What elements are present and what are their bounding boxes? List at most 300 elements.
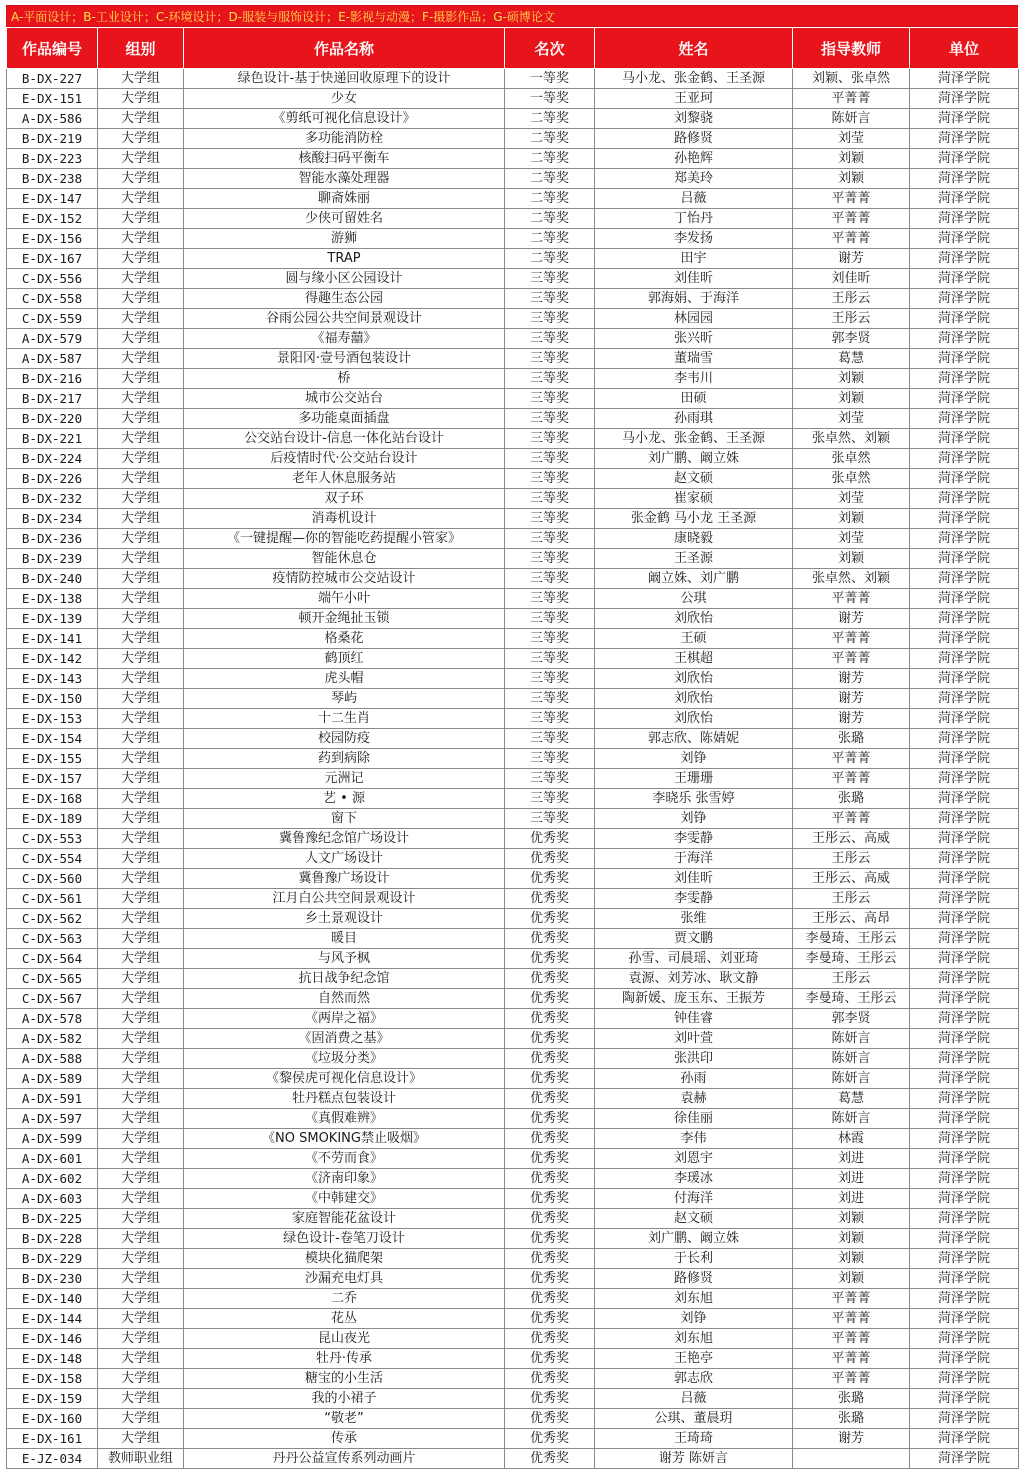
cell-rank: 一等奖 (505, 89, 595, 109)
header-group: 组别 (98, 28, 184, 69)
cell-group: 大学组 (98, 1029, 184, 1049)
table-row (7, 1109, 1019, 1129)
cell-teacher: 陈妍言 (793, 1029, 910, 1049)
cell-author: 刘铮 (595, 1309, 793, 1329)
cell-work-name: 得趣生态公园 (184, 289, 505, 309)
cell-work-name: 牡丹糕点包装设计 (184, 1089, 505, 1109)
table-row (7, 489, 1019, 509)
cell-unit: 菏泽学院 (910, 229, 1019, 249)
cell-rank: 优秀奖 (505, 1309, 595, 1329)
cell-teacher: 平菁菁 (793, 229, 910, 249)
cell-group: 大学组 (98, 1349, 184, 1369)
cell-author: 郭海娟、于海洋 (595, 289, 793, 309)
cell-work-id: E-DX-140 (7, 1289, 98, 1309)
cell-work-name: 元洲记 (184, 769, 505, 789)
table-row (7, 949, 1019, 969)
cell-unit: 菏泽学院 (910, 149, 1019, 169)
cell-author: 林园园 (595, 309, 793, 329)
cell-author: 董瑞雪 (595, 349, 793, 369)
cell-work-id: C-DX-554 (7, 849, 98, 869)
cell-unit: 菏泽学院 (910, 329, 1019, 349)
table-row (7, 1049, 1019, 1069)
cell-unit: 菏泽学院 (910, 509, 1019, 529)
cell-teacher: 谢芳 (793, 249, 910, 269)
cell-work-name: 丹丹公益宣传系列动画片 (184, 1449, 505, 1469)
cell-rank: 三等奖 (505, 489, 595, 509)
cell-unit: 菏泽学院 (910, 729, 1019, 749)
cell-unit: 菏泽学院 (910, 909, 1019, 929)
cell-group: 大学组 (98, 689, 184, 709)
cell-unit: 菏泽学院 (910, 809, 1019, 829)
cell-work-id: E-DX-146 (7, 1329, 98, 1349)
cell-work-id: C-DX-556 (7, 269, 98, 289)
cell-teacher: 王彤云 (793, 309, 910, 329)
cell-work-id: A-DX-579 (7, 329, 98, 349)
cell-group: 大学组 (98, 1009, 184, 1029)
cell-work-id: C-DX-560 (7, 869, 98, 889)
table-row (7, 809, 1019, 829)
cell-work-name: 乡土景观设计 (184, 909, 505, 929)
cell-teacher: 郭李贤 (793, 1009, 910, 1029)
cell-rank: 优秀奖 (505, 929, 595, 949)
cell-rank: 三等奖 (505, 769, 595, 789)
cell-unit: 菏泽学院 (910, 889, 1019, 909)
cell-unit: 菏泽学院 (910, 69, 1019, 89)
table-row (7, 829, 1019, 849)
cell-group: 大学组 (98, 709, 184, 729)
cell-work-name: 冀鲁豫广场设计 (184, 869, 505, 889)
cell-teacher: 王彤云、高威 (793, 829, 910, 849)
cell-teacher: 李曼琦、王彤云 (793, 989, 910, 1009)
table-row (7, 209, 1019, 229)
cell-work-id: B-DX-230 (7, 1269, 98, 1289)
cell-rank: 三等奖 (505, 349, 595, 369)
cell-work-name: 核酸扫码平衡车 (184, 149, 505, 169)
cell-teacher: 王彤云 (793, 969, 910, 989)
cell-work-id: B-DX-239 (7, 549, 98, 569)
table-row (7, 69, 1019, 89)
cell-group: 大学组 (98, 1289, 184, 1309)
cell-rank: 三等奖 (505, 449, 595, 469)
table-row (7, 369, 1019, 389)
cell-author: 孙雨琪 (595, 409, 793, 429)
table-row (7, 1069, 1019, 1089)
cell-work-id: E-DX-150 (7, 689, 98, 709)
cell-work-id: B-DX-220 (7, 409, 98, 429)
cell-unit: 菏泽学院 (910, 529, 1019, 549)
cell-work-name: TRAP (184, 249, 505, 269)
cell-author: 李雯静 (595, 889, 793, 909)
cell-unit: 菏泽学院 (910, 1309, 1019, 1329)
cell-teacher: 平菁菁 (793, 89, 910, 109)
cell-author: 张洪印 (595, 1049, 793, 1069)
cell-unit: 菏泽学院 (910, 1109, 1019, 1129)
cell-unit: 菏泽学院 (910, 389, 1019, 409)
cell-work-id: A-DX-588 (7, 1049, 98, 1069)
cell-group: 大学组 (98, 849, 184, 869)
cell-work-name: 多功能桌面插盘 (184, 409, 505, 429)
cell-group: 大学组 (98, 869, 184, 889)
cell-unit: 菏泽学院 (910, 1289, 1019, 1309)
cell-rank: 优秀奖 (505, 1249, 595, 1269)
cell-rank: 优秀奖 (505, 1109, 595, 1129)
cell-group: 大学组 (98, 749, 184, 769)
table-row (7, 989, 1019, 1009)
cell-author: 吕薇 (595, 1389, 793, 1409)
cell-author: 李发扬 (595, 229, 793, 249)
cell-work-id: E-DX-151 (7, 89, 98, 109)
cell-teacher: 张卓然、刘颖 (793, 429, 910, 449)
cell-group: 大学组 (98, 1189, 184, 1209)
cell-work-name: 绿色设计-基于快递回收原理下的设计 (184, 69, 505, 89)
cell-rank: 一等奖 (505, 69, 595, 89)
cell-unit: 菏泽学院 (910, 349, 1019, 369)
cell-teacher: 张卓然、刘颖 (793, 569, 910, 589)
cell-group: 大学组 (98, 449, 184, 469)
cell-rank: 优秀奖 (505, 1449, 595, 1469)
cell-author: 刘佳昕 (595, 869, 793, 889)
cell-rank: 优秀奖 (505, 1289, 595, 1309)
cell-teacher: 张卓然 (793, 469, 910, 489)
table-row (7, 349, 1019, 369)
cell-unit: 菏泽学院 (910, 269, 1019, 289)
cell-group: 大学组 (98, 1209, 184, 1229)
cell-teacher: 刘颖、张卓然 (793, 69, 910, 89)
cell-group: 大学组 (98, 609, 184, 629)
cell-work-name: 聊斋姝丽 (184, 189, 505, 209)
cell-teacher: 平菁菁 (793, 589, 910, 609)
cell-group: 大学组 (98, 169, 184, 189)
cell-unit: 菏泽学院 (910, 769, 1019, 789)
cell-rank: 三等奖 (505, 789, 595, 809)
cell-group: 大学组 (98, 1049, 184, 1069)
cell-unit: 菏泽学院 (910, 1009, 1019, 1029)
table-row (7, 1309, 1019, 1329)
table-row (7, 889, 1019, 909)
cell-group: 大学组 (98, 129, 184, 149)
cell-rank: 三等奖 (505, 469, 595, 489)
cell-rank: 优秀奖 (505, 1169, 595, 1189)
cell-group: 大学组 (98, 1129, 184, 1149)
cell-group: 大学组 (98, 1109, 184, 1129)
cell-unit: 菏泽学院 (910, 609, 1019, 629)
cell-work-name: 《剪纸可视化信息设计》 (184, 109, 505, 129)
cell-work-id: E-DX-189 (7, 809, 98, 829)
header-work-name: 作品名称 (184, 28, 505, 69)
cell-group: 大学组 (98, 929, 184, 949)
table-row (7, 609, 1019, 629)
table-row (7, 1369, 1019, 1389)
cell-author: 于海洋 (595, 849, 793, 869)
cell-rank: 三等奖 (505, 689, 595, 709)
cell-rank: 三等奖 (505, 289, 595, 309)
table-row (7, 749, 1019, 769)
cell-unit: 菏泽学院 (910, 429, 1019, 449)
cell-work-id: E-DX-142 (7, 649, 98, 669)
cell-group: 大学组 (98, 889, 184, 909)
cell-work-id: E-DX-147 (7, 189, 98, 209)
cell-rank: 优秀奖 (505, 1209, 595, 1229)
cell-rank: 优秀奖 (505, 1409, 595, 1429)
cell-group: 大学组 (98, 389, 184, 409)
cell-rank: 三等奖 (505, 329, 595, 349)
cell-work-id: E-DX-153 (7, 709, 98, 729)
cell-work-id: E-DX-139 (7, 609, 98, 629)
table-row (7, 1269, 1019, 1289)
cell-work-id: C-DX-561 (7, 889, 98, 909)
cell-rank: 三等奖 (505, 529, 595, 549)
cell-author: 孙雪、司晨瑶、刘亚琦 (595, 949, 793, 969)
cell-work-id: B-DX-227 (7, 69, 98, 89)
cell-group: 大学组 (98, 589, 184, 609)
cell-work-name: 《福寿囍》 (184, 329, 505, 349)
cell-unit: 菏泽学院 (910, 1149, 1019, 1169)
cell-rank: 优秀奖 (505, 969, 595, 989)
table-row (7, 469, 1019, 489)
cell-teacher: 平菁菁 (793, 649, 910, 669)
table-row (7, 1229, 1019, 1249)
cell-teacher: 刘颖 (793, 389, 910, 409)
cell-unit: 菏泽学院 (910, 849, 1019, 869)
cell-author: 张金鹤 马小龙 王圣源 (595, 509, 793, 529)
cell-teacher: 陈妍言 (793, 1069, 910, 1089)
cell-teacher: 陈妍言 (793, 1109, 910, 1129)
cell-group: 大学组 (98, 269, 184, 289)
cell-work-id: C-DX-558 (7, 289, 98, 309)
table-row (7, 429, 1019, 449)
cell-teacher: 张璐 (793, 729, 910, 749)
cell-work-id: E-DX-157 (7, 769, 98, 789)
cell-unit: 菏泽学院 (910, 1409, 1019, 1429)
cell-work-id: E-DX-161 (7, 1429, 98, 1449)
cell-rank: 三等奖 (505, 809, 595, 829)
cell-author: 张维 (595, 909, 793, 929)
table-row (7, 269, 1019, 289)
cell-unit: 菏泽学院 (910, 569, 1019, 589)
cell-teacher: 平菁菁 (793, 809, 910, 829)
cell-work-name: 城市公交站台 (184, 389, 505, 409)
cell-group: 大学组 (98, 969, 184, 989)
table-row (7, 849, 1019, 869)
cell-rank: 优秀奖 (505, 849, 595, 869)
cell-unit: 菏泽学院 (910, 1049, 1019, 1069)
cell-author: 刘东旭 (595, 1329, 793, 1349)
cell-rank: 二等奖 (505, 169, 595, 189)
cell-work-id: E-DX-152 (7, 209, 98, 229)
table-row (7, 529, 1019, 549)
cell-group: 大学组 (98, 1149, 184, 1169)
cell-work-name: 多功能消防栓 (184, 129, 505, 149)
cell-teacher: 刘进 (793, 1189, 910, 1209)
cell-work-name: 十二生肖 (184, 709, 505, 729)
cell-teacher: 刘颖 (793, 149, 910, 169)
cell-work-name: 双子环 (184, 489, 505, 509)
cell-author: 王棋超 (595, 649, 793, 669)
cell-rank: 优秀奖 (505, 889, 595, 909)
header-rank: 名次 (505, 28, 595, 69)
cell-rank: 优秀奖 (505, 1349, 595, 1369)
cell-group: 大学组 (98, 569, 184, 589)
cell-group: 大学组 (98, 349, 184, 369)
cell-group: 大学组 (98, 149, 184, 169)
cell-unit: 菏泽学院 (910, 89, 1019, 109)
cell-work-id: E-DX-141 (7, 629, 98, 649)
table-row (7, 1149, 1019, 1169)
cell-author: 谢芳 陈妍言 (595, 1449, 793, 1469)
table-row (7, 109, 1019, 129)
cell-work-id: A-DX-602 (7, 1169, 98, 1189)
cell-group: 大学组 (98, 529, 184, 549)
cell-teacher: 王彤云、高昂 (793, 909, 910, 929)
cell-group: 大学组 (98, 1429, 184, 1449)
cell-teacher: 刘莹 (793, 409, 910, 429)
cell-teacher: 平菁菁 (793, 209, 910, 229)
cell-work-id: B-DX-232 (7, 489, 98, 509)
cell-work-name: 冀鲁豫纪念馆广场设计 (184, 829, 505, 849)
cell-group: 大学组 (98, 649, 184, 669)
cell-teacher: 张璐 (793, 1389, 910, 1409)
cell-teacher: 张璐 (793, 1409, 910, 1429)
cell-rank: 优秀奖 (505, 909, 595, 929)
cell-unit: 菏泽学院 (910, 1169, 1019, 1189)
cell-author: 李雯静 (595, 829, 793, 849)
cell-unit: 菏泽学院 (910, 249, 1019, 269)
cell-unit: 菏泽学院 (910, 1329, 1019, 1349)
table-row (7, 89, 1019, 109)
cell-work-name: 家庭智能花盆设计 (184, 1209, 505, 1229)
cell-unit: 菏泽学院 (910, 489, 1019, 509)
cell-teacher: 刘莹 (793, 129, 910, 149)
cell-work-name: 江月白公共空间景观设计 (184, 889, 505, 909)
cell-work-name: 格桑花 (184, 629, 505, 649)
cell-work-name: 《固消费之基》 (184, 1029, 505, 1049)
cell-work-name: 《NO SMOKING禁止吸烟》 (184, 1129, 505, 1149)
table-row (7, 1209, 1019, 1229)
cell-teacher: 刘莹 (793, 489, 910, 509)
cell-group: 大学组 (98, 549, 184, 569)
cell-unit: 菏泽学院 (910, 709, 1019, 729)
cell-unit: 菏泽学院 (910, 1129, 1019, 1149)
cell-rank: 二等奖 (505, 209, 595, 229)
cell-teacher: 平菁菁 (793, 1349, 910, 1369)
cell-work-id: A-DX-582 (7, 1029, 98, 1049)
cell-teacher: 刘颖 (793, 169, 910, 189)
cell-author: 贾文鹏 (595, 929, 793, 949)
cell-unit: 菏泽学院 (910, 369, 1019, 389)
cell-work-name: 沙漏充电灯具 (184, 1269, 505, 1289)
cell-rank: 二等奖 (505, 129, 595, 149)
cell-unit: 菏泽学院 (910, 209, 1019, 229)
table-row (7, 149, 1019, 169)
table-row (7, 449, 1019, 469)
cell-group: 大学组 (98, 669, 184, 689)
cell-teacher: 平菁菁 (793, 769, 910, 789)
cell-teacher: 谢芳 (793, 689, 910, 709)
cell-unit: 菏泽学院 (910, 949, 1019, 969)
cell-work-id: B-DX-216 (7, 369, 98, 389)
cell-group: 大学组 (98, 1369, 184, 1389)
cell-unit: 菏泽学院 (910, 1369, 1019, 1389)
cell-work-name: 琴屿 (184, 689, 505, 709)
cell-group: 大学组 (98, 469, 184, 489)
cell-group: 大学组 (98, 989, 184, 1009)
cell-rank: 优秀奖 (505, 949, 595, 969)
table-row (7, 869, 1019, 889)
cell-group: 大学组 (98, 1309, 184, 1329)
cell-author: 刘欣怡 (595, 669, 793, 689)
table-row (7, 309, 1019, 329)
cell-author: 郭志欣、陈婧妮 (595, 729, 793, 749)
cell-work-id: B-DX-238 (7, 169, 98, 189)
cell-rank: 三等奖 (505, 409, 595, 429)
cell-author: 丁怡丹 (595, 209, 793, 229)
cell-work-id: A-DX-578 (7, 1009, 98, 1029)
cell-work-name: 传承 (184, 1429, 505, 1449)
cell-work-id: E-DX-156 (7, 229, 98, 249)
cell-author: 马小龙、张金鹤、王圣源 (595, 429, 793, 449)
cell-group: 大学组 (98, 909, 184, 929)
cell-work-name: 《两岸之福》 (184, 1009, 505, 1029)
cell-group: 大学组 (98, 1269, 184, 1289)
cell-work-id: E-DX-155 (7, 749, 98, 769)
table-row (7, 709, 1019, 729)
table-row (7, 589, 1019, 609)
cell-work-id: C-DX-559 (7, 309, 98, 329)
table-row (7, 249, 1019, 269)
cell-rank: 三等奖 (505, 429, 595, 449)
cell-work-id: B-DX-223 (7, 149, 98, 169)
cell-group: 大学组 (98, 1229, 184, 1249)
cell-work-name: 模块化猫爬架 (184, 1249, 505, 1269)
cell-rank: 三等奖 (505, 709, 595, 729)
cell-teacher: 葛慧 (793, 1089, 910, 1109)
cell-work-id: E-DX-168 (7, 789, 98, 809)
cell-group: 大学组 (98, 89, 184, 109)
cell-rank: 优秀奖 (505, 1329, 595, 1349)
cell-work-name: 景阳冈·壹号酒包装设计 (184, 349, 505, 369)
table-row (7, 1289, 1019, 1309)
cell-rank: 优秀奖 (505, 1009, 595, 1029)
cell-teacher: 平菁菁 (793, 189, 910, 209)
cell-unit: 菏泽学院 (910, 1449, 1019, 1469)
cell-unit: 菏泽学院 (910, 929, 1019, 949)
cell-author: 孙艳辉 (595, 149, 793, 169)
cell-work-name: 谷雨公园公共空间景观设计 (184, 309, 505, 329)
cell-teacher: 刘佳昕 (793, 269, 910, 289)
cell-work-id: A-DX-589 (7, 1069, 98, 1089)
cell-unit: 菏泽学院 (910, 649, 1019, 669)
cell-unit: 菏泽学院 (910, 749, 1019, 769)
cell-work-id: B-DX-221 (7, 429, 98, 449)
table-row (7, 729, 1019, 749)
cell-teacher: 刘进 (793, 1169, 910, 1189)
awards-sheet (6, 5, 1018, 1469)
cell-work-name: 少女 (184, 89, 505, 109)
cell-teacher: 王彤云 (793, 889, 910, 909)
cell-rank: 三等奖 (505, 269, 595, 289)
cell-work-name: 《中韩建交》 (184, 1189, 505, 1209)
category-legend: A-平面设计；B-工业设计；C-环境设计；D-服装与服饰设计；E-影视与动漫；F-摄影作品；G-硕博论文 (6, 5, 1018, 27)
cell-group: 大学组 (98, 1249, 184, 1269)
cell-group: 大学组 (98, 1169, 184, 1189)
cell-author: 袁赫 (595, 1089, 793, 1109)
cell-work-name: 牡丹·传承 (184, 1349, 505, 1369)
cell-group: 大学组 (98, 769, 184, 789)
cell-unit: 菏泽学院 (910, 109, 1019, 129)
cell-author: 钟佳睿 (595, 1009, 793, 1029)
cell-work-id: A-DX-587 (7, 349, 98, 369)
cell-teacher: 张卓然 (793, 449, 910, 469)
